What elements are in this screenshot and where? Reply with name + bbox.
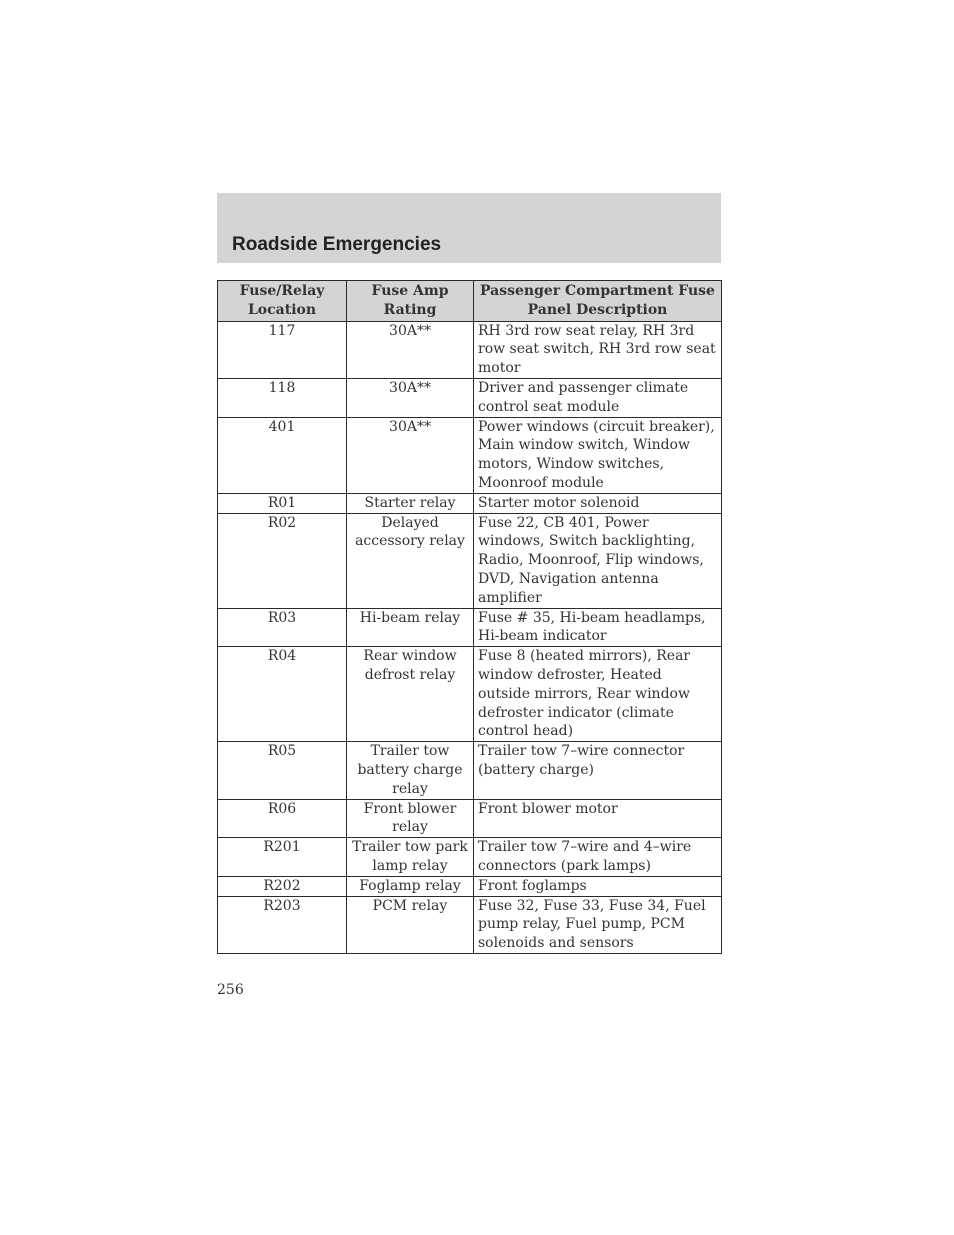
table-row: [218, 321, 722, 378]
table-row: [218, 608, 722, 647]
cell-rating: Trailer tow battery charge relay: [347, 742, 474, 799]
cell-location: R03: [218, 608, 347, 647]
header-description: Passenger Compartment Fuse Panel Description: [474, 281, 722, 322]
cell-rating: Delayed accessory relay: [347, 513, 474, 608]
cell-rating: PCM relay: [347, 896, 474, 953]
cell-location: 117: [218, 321, 347, 378]
cell-location: R04: [218, 647, 347, 742]
table-row: [218, 742, 722, 799]
cell-rating: Starter relay: [347, 493, 474, 513]
cell-description: Starter motor solenoid: [474, 493, 722, 513]
cell-description: Trailer tow 7–wire connector (battery charge): [474, 742, 722, 799]
cell-description: RH 3rd row seat relay, RH 3rd row seat switch, RH 3rd row seat motor: [474, 321, 722, 378]
header-amp-rating: Fuse Amp Rating: [347, 281, 474, 322]
table-row: [218, 513, 722, 608]
cell-description: Driver and passenger climate control seat module: [474, 378, 722, 417]
header-location: Fuse/Relay Location: [218, 281, 347, 322]
cell-location: R05: [218, 742, 347, 799]
table-row: [218, 876, 722, 896]
section-title: Roadside Emergencies: [232, 234, 442, 255]
cell-rating: 30A**: [347, 321, 474, 378]
table-row: [218, 896, 722, 953]
cell-rating: Hi-beam relay: [347, 608, 474, 647]
cell-rating: Trailer tow park lamp relay: [347, 838, 474, 877]
table-row: [218, 378, 722, 417]
cell-location: 401: [218, 417, 347, 493]
cell-description: Trailer tow 7–wire and 4–wire connectors (park lamps): [474, 838, 722, 877]
page-number: 256: [217, 982, 244, 998]
table-row: [218, 799, 722, 838]
cell-rating: Foglamp relay: [347, 876, 474, 896]
cell-location: R202: [218, 876, 347, 896]
cell-location: R02: [218, 513, 347, 608]
cell-description: Fuse 22, CB 401, Power windows, Switch backlighting, Radio, Moonroof, Flip windows, DVD, Navigation antenna amplifier: [474, 513, 722, 608]
cell-rating: Rear window defrost relay: [347, 647, 474, 742]
table-row: [218, 493, 722, 513]
cell-description: Fuse 32, Fuse 33, Fuse 34, Fuel pump relay, Fuel pump, PCM solenoids and sensors: [474, 896, 722, 953]
cell-location: R201: [218, 838, 347, 877]
cell-description: Fuse 8 (heated mirrors), Rear window defroster, Heated outside mirrors, Rear window defroster indicator (climate control head): [474, 647, 722, 742]
cell-location: R203: [218, 896, 347, 953]
cell-location: 118: [218, 378, 347, 417]
cell-location: R06: [218, 799, 347, 838]
table-row: [218, 647, 722, 742]
cell-description: Fuse # 35, Hi-beam headlamps, Hi-beam indicator: [474, 608, 722, 647]
cell-description: Power windows (circuit breaker), Main window switch, Window motors, Window switches, Moonroof module: [474, 417, 722, 493]
fuse-panel-table: [217, 280, 722, 954]
cell-rating: Front blower relay: [347, 799, 474, 838]
table-row: [218, 838, 722, 877]
section-header-banner: [217, 193, 721, 263]
table-header-row: [218, 281, 722, 322]
table-row: [218, 417, 722, 493]
cell-location: R01: [218, 493, 347, 513]
cell-rating: 30A**: [347, 417, 474, 493]
cell-description: Front blower motor: [474, 799, 722, 838]
cell-rating: 30A**: [347, 378, 474, 417]
cell-description: Front foglamps: [474, 876, 722, 896]
